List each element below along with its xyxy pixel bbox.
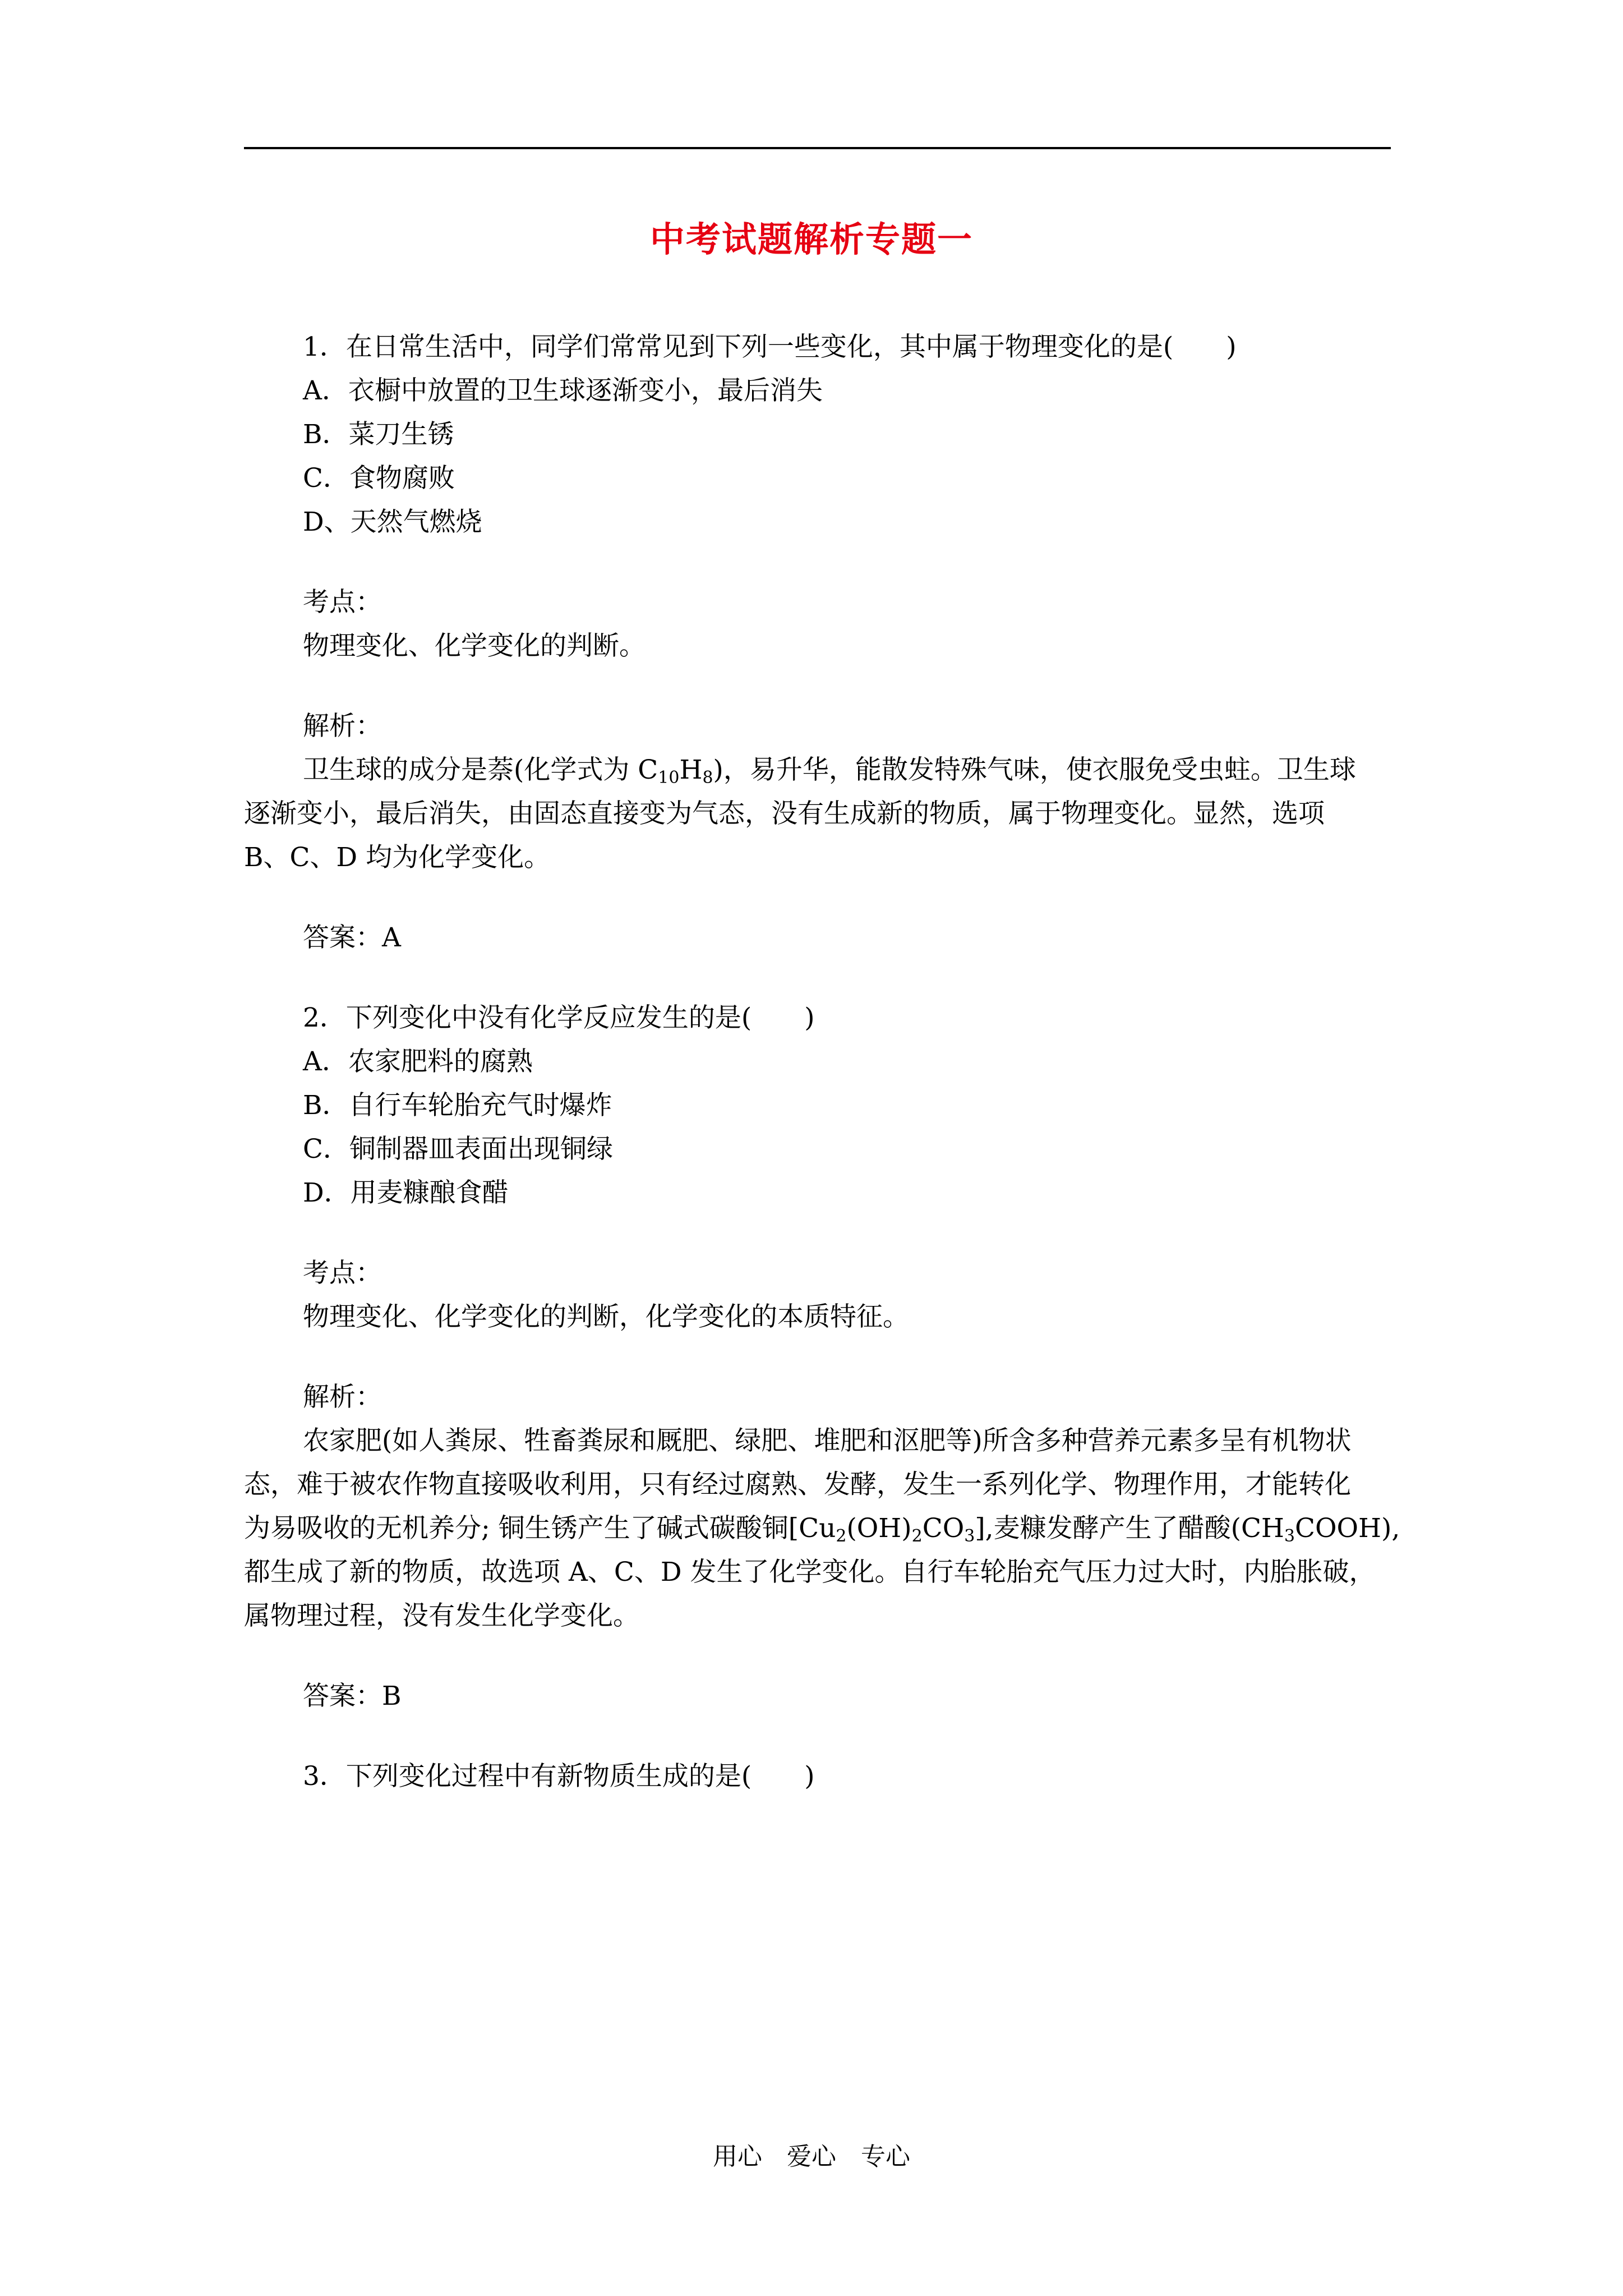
q2-stem: 2．下列变化中没有化学反应发生的是( ) xyxy=(303,1002,815,1033)
q1-kaodian: 物理变化、化学变化的判断。 xyxy=(303,631,645,661)
q2-option-b: B．自行车轮胎充气时爆炸 xyxy=(303,1090,612,1121)
document-body xyxy=(244,325,1400,1798)
q1-option-c: C．食物腐败 xyxy=(303,463,455,494)
q1-jiexi-line-3: B、C、D 均为化学变化。 xyxy=(244,842,551,873)
q1-jiexi-label: 解析： xyxy=(303,711,382,742)
page-title: 中考试题解析专题一 xyxy=(649,219,973,260)
q1-option-b: B．菜刀生锈 xyxy=(303,419,454,450)
q2-jiexi-line-3: 为易吸收的无机养分; 铜生锈产生了碱式碳酸铜$[Cu_2(OH)_2CO_3]$,麦糠发酵产生了醋酸$(CH_3COOH)$, xyxy=(244,1513,1400,1546)
q1-kaodian-label: 考点： xyxy=(303,587,382,618)
q2-jiexi-line-4: 都生成了新的物质，故选项 A、C、D 发生了化学变化。自行车轮胎充气压力过大时，内胎胀破， xyxy=(244,1557,1376,1588)
q2-kaodian: 物理变化、化学变化的判断，化学变化的本质特征。 xyxy=(303,1301,909,1332)
q2-option-a: A．农家肥料的腐熟 xyxy=(303,1046,533,1077)
page-footer: 用心 爱心 专心 xyxy=(713,2142,910,2171)
q2-jiexi-line-5: 属物理过程，没有发生化学变化。 xyxy=(244,1600,639,1631)
q1-option-a: A．衣橱中放置的卫生球逐渐变小，最后消失 xyxy=(303,375,823,406)
q2-answer: 答案：B xyxy=(303,1681,402,1711)
q1-answer: 答案：A xyxy=(303,922,401,953)
q2-kaodian-label: 考点： xyxy=(303,1258,382,1289)
q2-option-c: C．铜制器皿表面出现铜绿 xyxy=(303,1134,613,1165)
q1-jiexi-line-2: 逐渐变小，最后消失，由固态直接变为气态，没有生成新的物质，属于物理变化。显然，选项 xyxy=(244,798,1325,829)
header-rule xyxy=(244,147,1391,149)
q1-stem: 1．在日常生活中，同学们常常见到下列一些变化，其中属于物理变化的是( ) xyxy=(303,332,1237,362)
q1-option-d: D、天然气燃烧 xyxy=(303,507,482,537)
q2-option-d: D．用麦糠酿食醋 xyxy=(303,1177,509,1208)
q1-jiexi-line-1: 卫生球的成分是萘(化学式为 $C_{10}H_8$)，易升华，能散发特殊气味，使衣服免受虫蛀。卫生球 xyxy=(303,754,1356,788)
q2-jiexi-line-2: 态，难于被农作物直接吸收利用，只有经过腐熟、发酵，发生一系列化学、物理作用，才能转化 xyxy=(244,1469,1351,1500)
q3-stem: 3．下列变化过程中有新物质生成的是( ) xyxy=(303,1761,815,1792)
q2-jiexi-line-1: 农家肥(如人粪尿、牲畜粪尿和厩肥、绿肥、堆肥和沤肥等)所含多种营养元素多呈有机物状 xyxy=(303,1425,1352,1456)
q2-jiexi-label: 解析： xyxy=(303,1382,382,1412)
